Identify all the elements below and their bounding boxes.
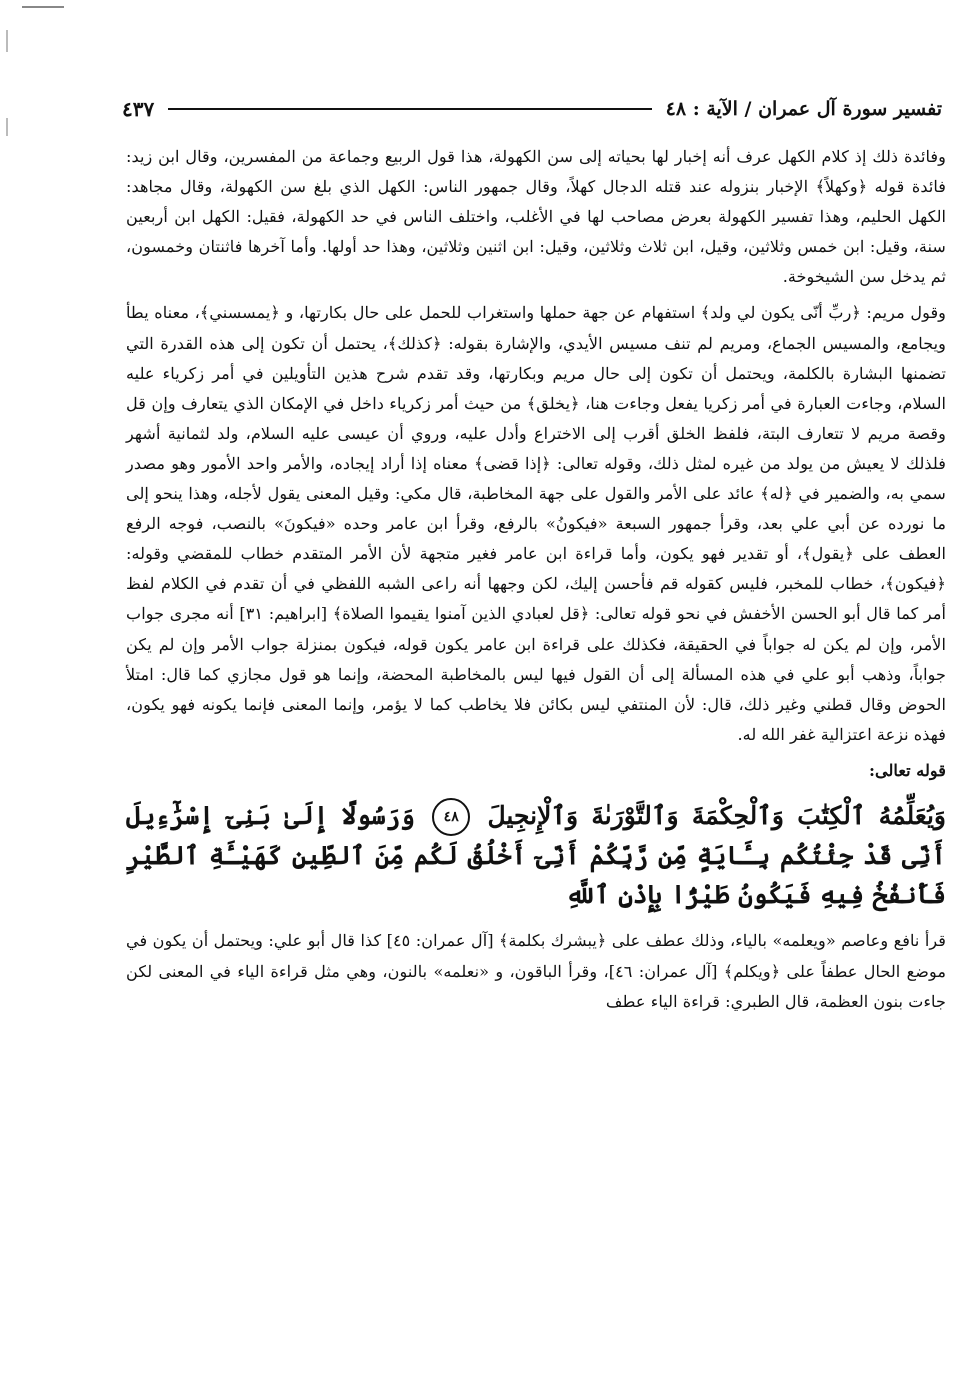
- main-text: [126, 142, 946, 1017]
- paragraph: قرأ نافع وعاصم «ويعلمه» بالياء، وذلك عطف على ﴿يبشرك بكلمة﴾ [آل عمران: ٤٥] كذا قال أبو علي: ويحتمل أن يكون في موضع الحال عطفاً على ﴿ويكلم﴾ [آل عمران: ٤٦]، وقرأ الباقون، و «نعلمه» بالنون، وهي مثل قراءة الياء في المعنى لكن جاءت بنون العظمة، قال الطبري: قراءة الياء عطف: [126, 931, 946, 1011]
- paragraph: وقول مريم: ﴿ربِّ أنّى يكون لي ولد﴾ استفهام عن جهة حملها واستغراب للحمل على حال بكارتها، و ﴿يمسسني﴾، معناه يطأ ويجامع، والمسيس الجماع، ومريم لم تنف مسيس الأيدي، والإشارة بقوله: ﴿كذلك﴾، يحتمل أن تكون إلى هذه القدرة التي تضمنها البشارة بالكلمة، ويحتمل أن تكون إلى حال مريم وبكارتها، وقد تقدم شرح هذين التأويلين في أمر زكرياء عليه السلام، وجاءت العبارة في أمر زكريا يفعل وجاءت هنا، ﴿يخلق﴾ من حيث أمر زكرياء داخل في الإمكان الذي يتعارف وإن قل وقصة مريم لا تتعارف البتة، فلفظ الخلق أقرب إلى الاختراع وأدل عليه، وروي أن عيسى عليه السلام، ولد لثمانية أشهر فلذلك لا يعيش من يولد من غيره لمثل ذلك، وقوله تعالى: ﴿إذا قضى﴾ معناه إذا أراد إيجاده، والأمر واحد الأمور وهو مصدر سمي به، والضمير في ﴿له﴾ عائد على الأمر والقول على جهة المخاطبة، قال مكي: وقيل المعنى يقول لأجله، وهذا ينحو إلى ما نورده عن أبي علي بعد، وقرأ جمهور السبعة «فيكونُ» بالرفع، وقرأ ابن عامر وحده «فيكونَ» بالنصب، فوجه الرفع العطف على ﴿يقول﴾، أو تقدير فهو يكون، وأما قراءة ابن عامر فغير متجهة لأن الأمر المتقدم خطاب للمقضي وقوله: ﴿فيكون﴾، خطاب للمخبر، فليس كقوله قم فأحسن إليك، لكن وجهها أنه راعى الشبه اللفظي في أن تقدم في الكلام لفظ أمر كما قال أبو الحسن الأخفش في نحو قوله تعالى: ﴿قل لعبادي الذين آمنوا يقيموا الصلاة﴾ [ابراهيم: ٣١] أنه مجرى جواب الأمر، وإن لم يكن له جواباً في الحقيقة، فكذلك على قراءة ابن عامر يكون قوله، فيكون بمنزلة جواب الأمر وإن لم يكن جواباً، وذهب أبو علي في هذه المسألة إلى أن القول فيها ليس بالمخاطبة المحضة، وإنما هو قول مجازي كما قال: امتلأ الحوض وقال قطني وغير ذلك، قال: لأن المنتفي ليس بكائن فلا يخاطب كما لا يؤمر، وإنما المعنى فإنما يكونه فهو يكون، فهذه نزعة اعتزالية غفر الله له.: [126, 303, 947, 744]
- header-title: تفسير سورة آل عمران / الآية : ٤٨: [665, 98, 942, 120]
- paragraph: وفائدة ذلك إذ كلام الكهل عرف أنه إخبار لها بحياته إلى سن الكهولة، هذا قول الربيع وجماعة من المفسرين، وقال ابن زيد: فائدة قوله ﴿وكهلاً﴾ الإخبار بنزوله عند قتله الدجال كهلاً، وقال جمهور الناس: الكهل الذي بلغ سن الكهولة، وقال مجاهد: الكهل الحليم، وهذا تفسير الكهولة بعرض مصاحب لها في الأغلب، واختلف الناس في حد الكهولة، فقيل: الكهل ابن أربعين سنة، وقيل: ابن خمس وثلاثين، وقيل، ابن ثلاث وثلاثين، وقيل: ابن اثنين وثلاثين، وهذا حد أولها. وأما آخرها فاثنتان وخمسون، ثم يدخل سن الشيخوخة.: [126, 147, 946, 287]
- quran-verse: [126, 796, 946, 915]
- scan-corner-mark: [22, 6, 64, 8]
- header-rule: [168, 108, 651, 110]
- page-number: ٤٣٧: [122, 97, 155, 121]
- verse-intro-label: قوله تعالى:: [869, 760, 946, 780]
- ayah-number-marker: ٤٨: [432, 798, 470, 836]
- verse-text-part1: وَيُعَلِّمُهُ ٱلْكِتَٰبَ وَٱلْحِكْمَةَ وَٱلتَّوْرَىٰةَ وَٱلْإِنجِيلَ: [487, 800, 946, 830]
- running-header: [122, 92, 942, 126]
- scan-edge-mark: [6, 118, 8, 136]
- verse-text-part2: وَرَسُولًا إِلَىٰ بَنِىٓ إِسْرَٰٓءِيلَ أَنِّى قَدْ جِئْتُكُم بِـَٔايَةٍ مِّن رَّبِّكُمْ أَنِّىٓ أَخْلُقُ لَكُم مِّنَ ٱلطِّينِ كَهَيْـَٔةِ ٱلطَّيْرِ فَأَنفُخُ فِيهِ فَيَكُونُ طَيْرًۢا بِإِذْنِ ٱللَّهِ: [126, 800, 946, 910]
- scan-edge-mark: [6, 30, 8, 52]
